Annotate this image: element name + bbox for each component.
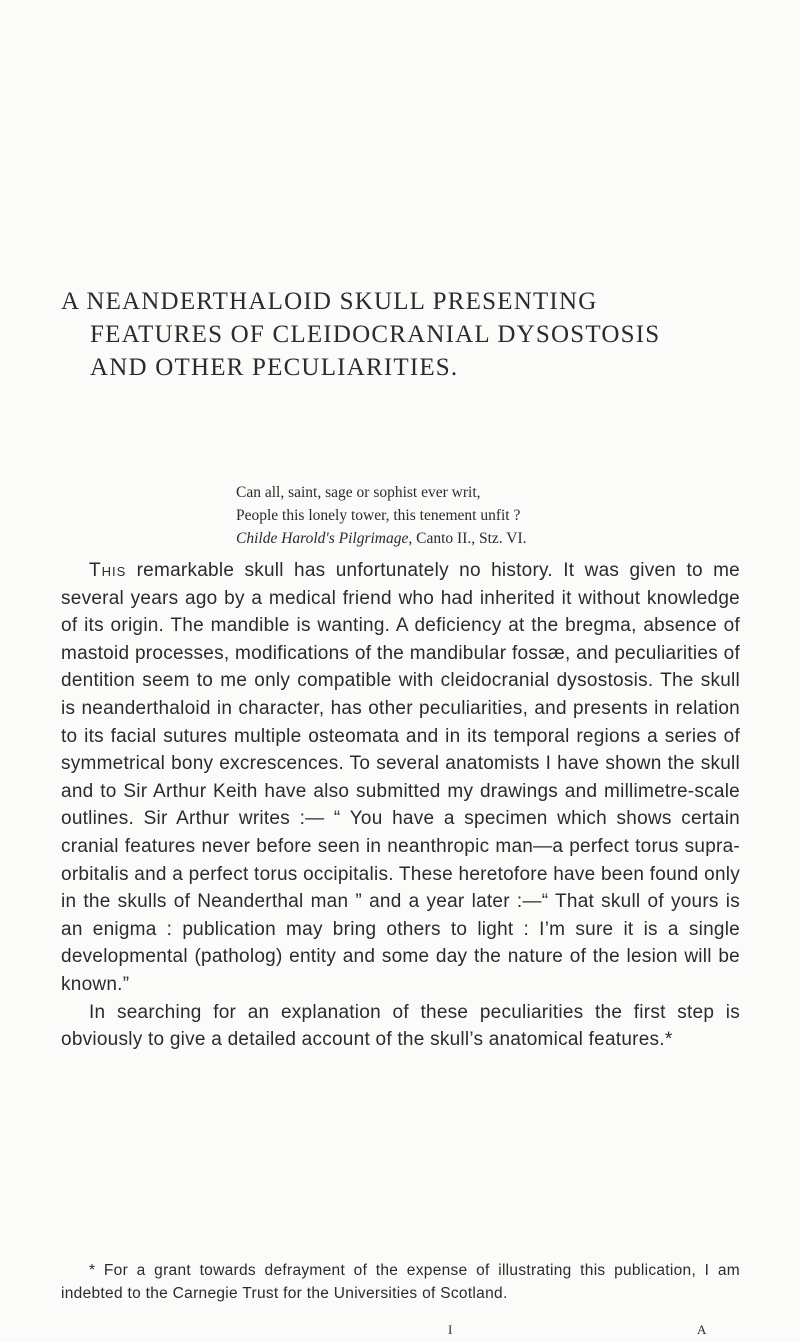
footnote xyxy=(61,1260,740,1305)
epigraph xyxy=(236,481,716,550)
lead-word: This xyxy=(89,560,127,581)
signature-letter: A xyxy=(697,1322,707,1337)
signature-number: I xyxy=(448,1322,453,1337)
title-line-2: FEATURES OF CLEIDOCRANIAL DYSOSTOSIS xyxy=(90,321,661,348)
epigraph-line-1: Can all, saint, sage or sophist ever writ, xyxy=(236,484,481,501)
article-title xyxy=(61,285,751,384)
paragraph-2: In searching for an explanation of these peculiarities the first step is obviously to give a detailed account of the skull’s anatomical features.* xyxy=(61,1001,740,1051)
epigraph-source-title: Childe Harold's Pilgrimage xyxy=(236,530,409,547)
paragraph-1 xyxy=(61,557,740,999)
epigraph-source-ref: , Canto II., Stz. VI. xyxy=(408,530,527,547)
body-text xyxy=(61,557,740,1054)
epigraph-line-2: People this lonely tower, this tenement unfit ? xyxy=(236,507,521,524)
epigraph-source xyxy=(236,527,716,550)
paragraph-1-text: remarkable skull has unfortunately no history. It was given to me several years ago by a medical friend who had inherited it without knowledge of its origin. The mandible is wanting. A deficiency at the bregma, absence of mastoid processes, modifications of the mandibular fossæ, and peculiarities of dentition seem to me only compatible with cleidocranial dysostosis. The skull is neanderthaloid in character, has other peculiarities, and presents in relation to its facial sutures multiple osteomata and in its temporal regions a series of symmetrical bony excrescences. To several anatomists I have shown the skull and to Sir Arthur Keith have also submitted my drawings and millimetre-scale outlines. Sir Arthur writes :— “ You have a specimen which shows certain cranial features never before seen in neanthropic man—a perfect torus supra-orbitalis and a perfect torus occipitalis. These heretofore have been found only in the skulls of Neanderthal man ” and a year later :—“ That skull of yours is an enigma : publication may bring others to light : I’m sure it is a single developmental (patholog) entity and some day the nature of the lesion will be known.” xyxy=(61,560,740,995)
title-line-3: AND OTHER PECULIARITIES. xyxy=(90,354,459,381)
title-line-1: A NEANDERTHALOID SKULL PRESENTING xyxy=(61,288,598,315)
footnote-text: * For a grant towards defrayment of the expense of illustrating this publication, I am indebted to the Carnegie Trust for the Universities of Scotland. xyxy=(61,1262,740,1302)
